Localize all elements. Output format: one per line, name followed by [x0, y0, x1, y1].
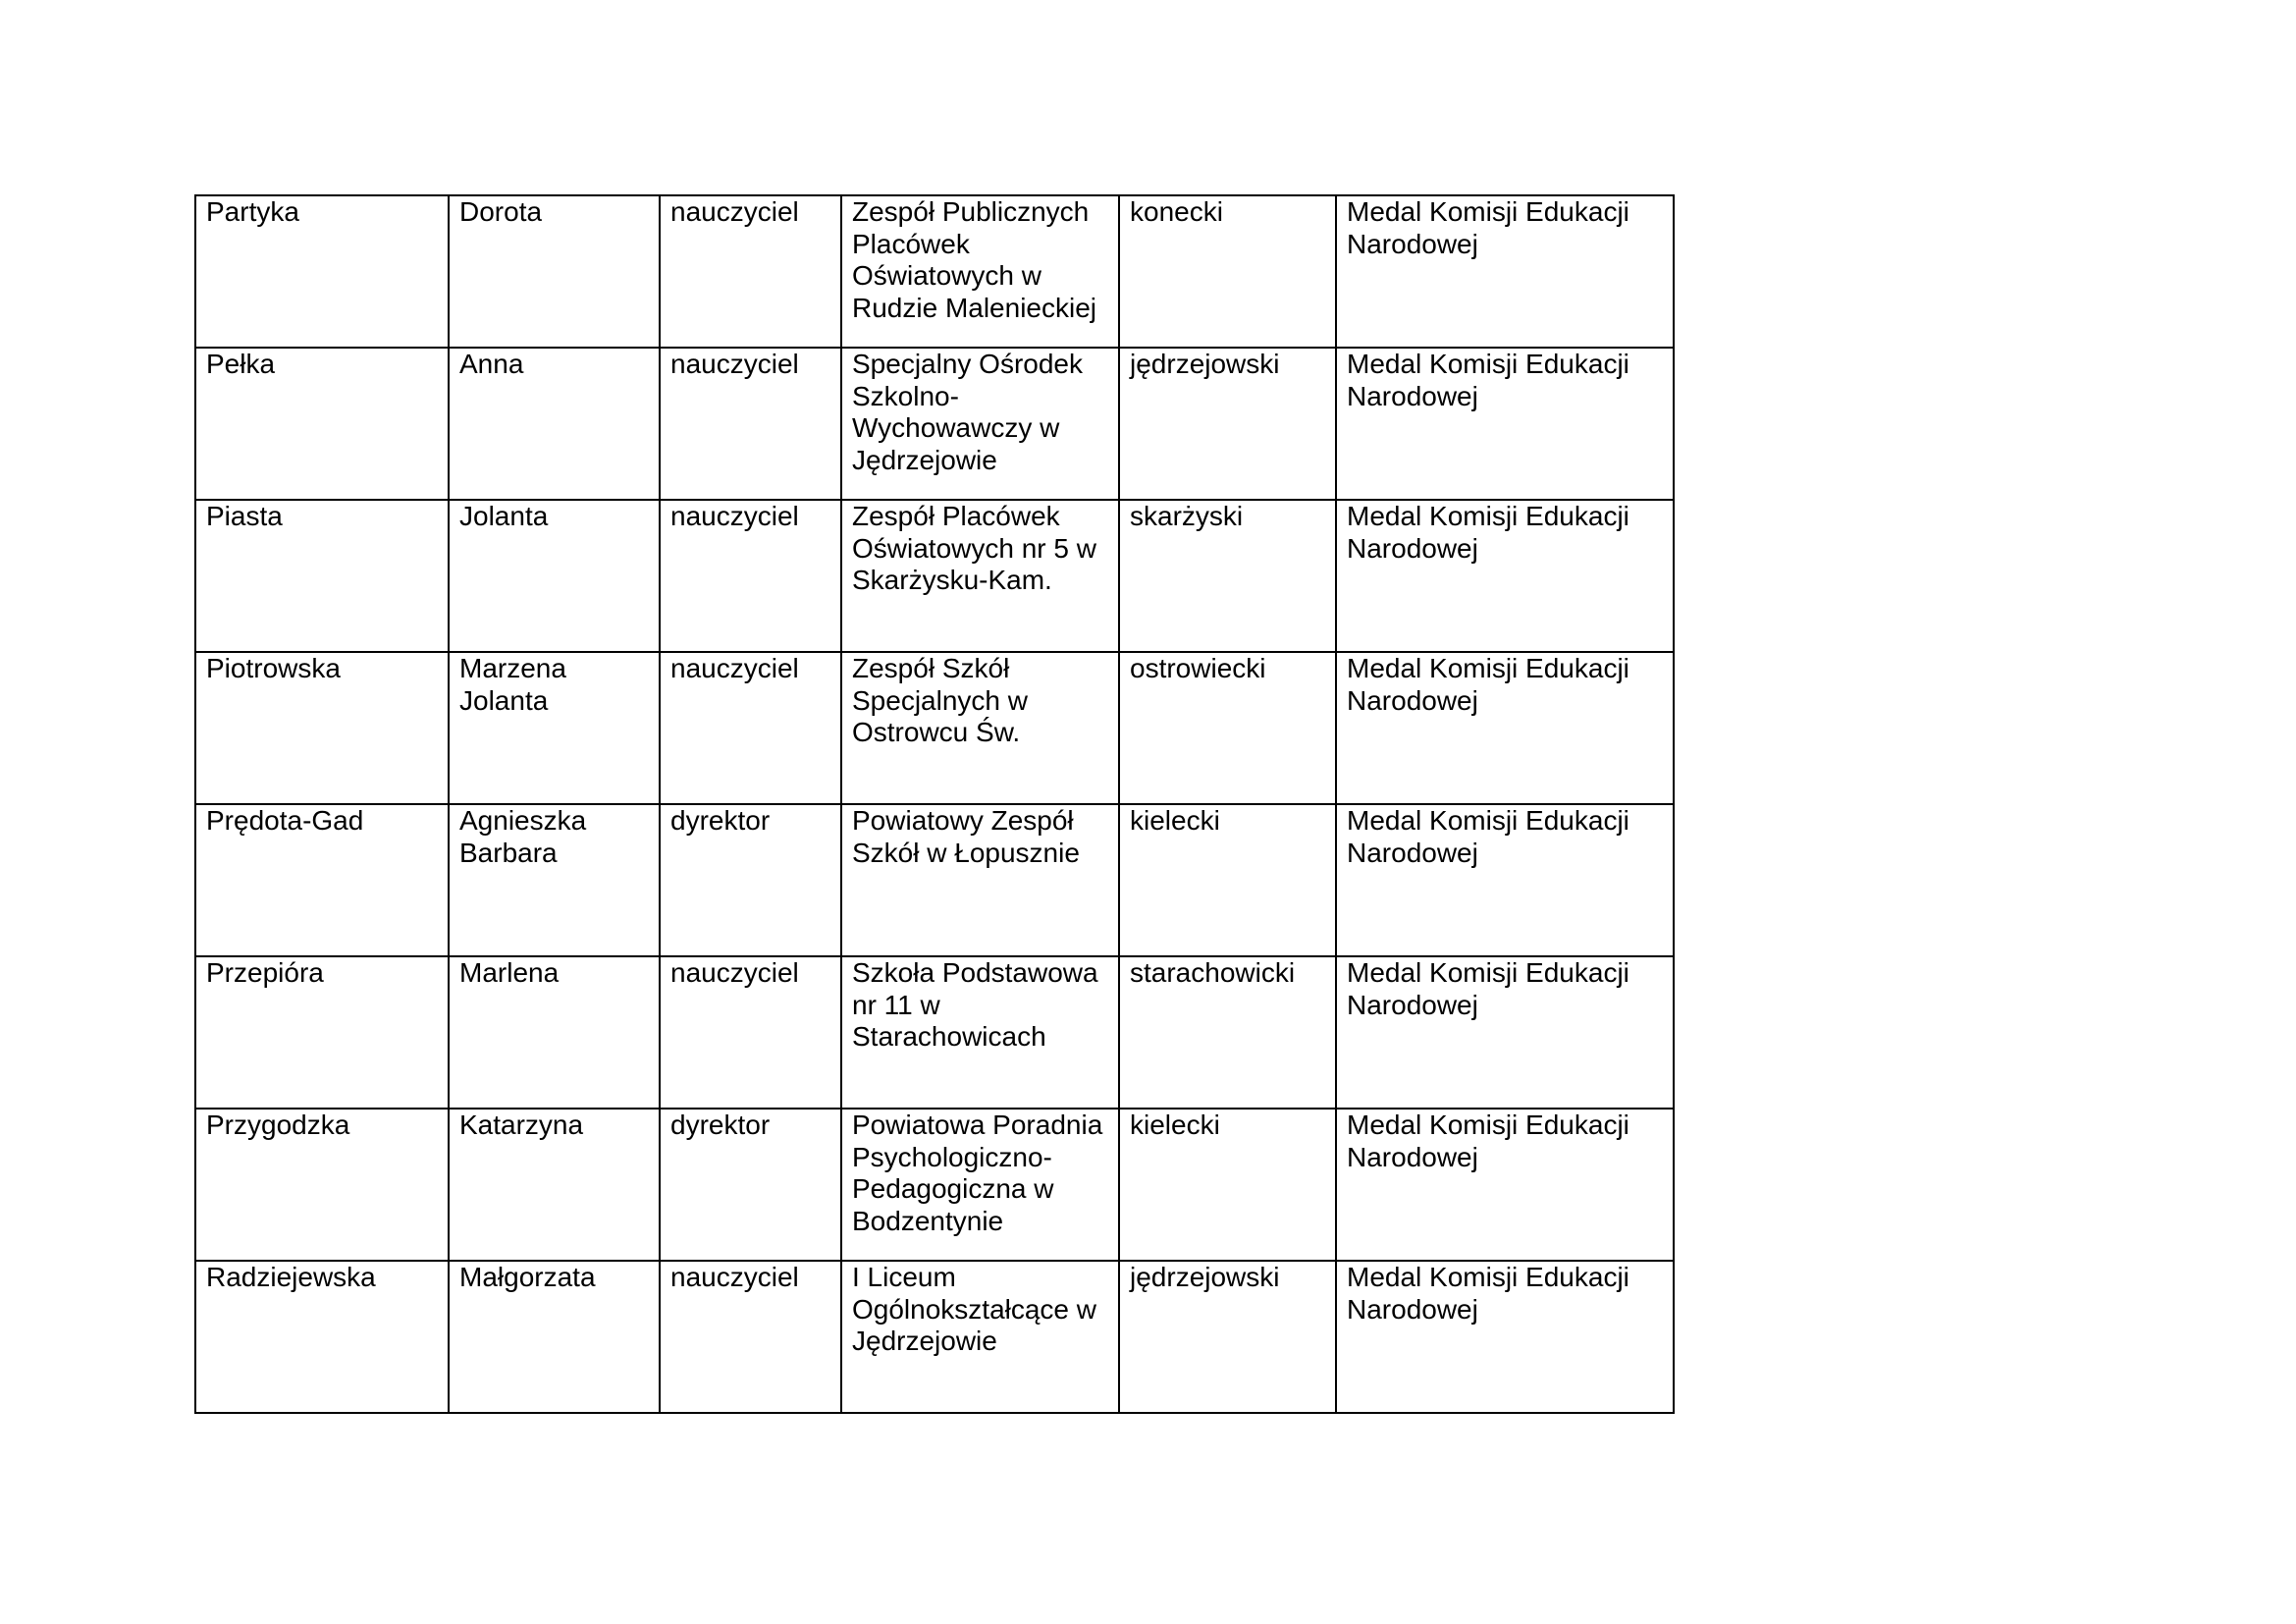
cell-institution-line: nr 11 w — [852, 989, 940, 1020]
cell-surname — [195, 500, 449, 652]
cell-position-text: nauczyciel — [670, 1262, 799, 1292]
cell-institution-line: Ogólnokształcące w — [852, 1293, 1097, 1325]
table-row — [195, 348, 1674, 500]
cell-first-name-text: Marzena Jolanta — [459, 653, 566, 716]
table-row — [195, 956, 1674, 1109]
cell-award-line: Medal Komisji Edukacji — [1347, 1110, 1629, 1140]
cell-institution-line: I Liceum — [852, 1262, 956, 1292]
cell-surname-text: Przepióra — [206, 957, 324, 988]
cell-district — [1119, 956, 1336, 1109]
cell-first-name — [449, 348, 660, 500]
cell-surname-text: Przygodzka — [206, 1110, 350, 1140]
cell-award — [1336, 956, 1674, 1109]
cell-institution-line: Szkoła Podstawowa — [852, 957, 1098, 988]
cell-position-text: nauczyciel — [670, 653, 799, 683]
cell-surname — [195, 348, 449, 500]
cell-surname-text: Partyka — [206, 196, 299, 227]
cell-institution-line: Rudzie Malenieckiej — [852, 292, 1097, 323]
cell-position-text: nauczyciel — [670, 957, 799, 988]
cell-surname-text: Piasta — [206, 501, 283, 531]
awards-table-body — [195, 195, 1674, 1413]
cell-district — [1119, 195, 1336, 348]
cell-district — [1119, 1261, 1336, 1413]
cell-institution-line: Oświatowych w — [852, 260, 1041, 291]
cell-institution — [841, 804, 1119, 956]
cell-surname — [195, 1261, 449, 1413]
cell-institution-line: Oświatowych nr 5 w — [852, 532, 1096, 564]
cell-award-line: Medal Komisji Edukacji — [1347, 805, 1629, 836]
cell-surname-text: Prędota-Gad — [206, 805, 364, 836]
cell-institution-line: Zespół Placówek — [852, 501, 1060, 531]
cell-award-line: Narodowej — [1347, 1141, 1478, 1172]
cell-award-line: Medal Komisji Edukacji — [1347, 957, 1629, 988]
cell-institution — [841, 956, 1119, 1109]
cell-institution-line: Jędrzejowie — [852, 1326, 997, 1356]
awards-table — [194, 194, 1675, 1414]
cell-first-name-text: Jolanta — [459, 501, 549, 531]
cell-position — [660, 1109, 841, 1261]
cell-institution-line: Specjalnych w — [852, 684, 1028, 716]
cell-award — [1336, 804, 1674, 956]
cell-award — [1336, 1109, 1674, 1261]
cell-surname-text: Radziejewska — [206, 1262, 376, 1292]
cell-first-name — [449, 1109, 660, 1261]
cell-award — [1336, 348, 1674, 500]
cell-surname — [195, 652, 449, 804]
cell-institution-line: Skarżysku-Kam. — [852, 565, 1052, 595]
cell-position — [660, 348, 841, 500]
cell-award-line: Medal Komisji Edukacji — [1347, 1262, 1629, 1292]
cell-district-text: konecki — [1130, 196, 1223, 227]
cell-institution — [841, 500, 1119, 652]
cell-award-line: Narodowej — [1347, 684, 1478, 716]
cell-position — [660, 956, 841, 1109]
cell-award-line: Medal Komisji Edukacji — [1347, 501, 1629, 531]
cell-surname-text: Piotrowska — [206, 653, 341, 683]
cell-district-text: ostrowiecki — [1130, 653, 1266, 683]
cell-position-text: nauczyciel — [670, 196, 799, 227]
cell-award-line: Narodowej — [1347, 532, 1478, 564]
cell-institution-line: Starachowicach — [852, 1021, 1046, 1052]
cell-institution-line: Placówek — [852, 228, 970, 259]
cell-award-line: Narodowej — [1347, 1293, 1478, 1325]
cell-position — [660, 500, 841, 652]
cell-institution — [841, 1261, 1119, 1413]
cell-district — [1119, 652, 1336, 804]
cell-first-name-text: Agnieszka Barbara — [459, 805, 587, 868]
cell-award-line: Narodowej — [1347, 989, 1478, 1020]
cell-award-line: Medal Komisji Edukacji — [1347, 653, 1629, 683]
cell-district-text: skarżyski — [1130, 501, 1244, 531]
cell-first-name-text: Marlena — [459, 957, 560, 988]
cell-institution-line: Bodzentynie — [852, 1205, 1004, 1236]
cell-first-name — [449, 500, 660, 652]
cell-surname-text: Pełka — [206, 349, 276, 379]
cell-position — [660, 195, 841, 348]
cell-institution-line: Powiatowa Poradnia — [852, 1110, 1103, 1140]
cell-first-name — [449, 804, 660, 956]
cell-award — [1336, 1261, 1674, 1413]
cell-district — [1119, 804, 1336, 956]
cell-institution-line: Jędrzejowie — [852, 444, 997, 475]
table-row — [195, 652, 1674, 804]
table-row — [195, 195, 1674, 348]
cell-institution-line: Szkolno- — [852, 380, 959, 411]
table-row — [195, 1261, 1674, 1413]
cell-position-text: nauczyciel — [670, 501, 799, 531]
cell-institution-line: Ostrowcu Św. — [852, 717, 1021, 747]
cell-district — [1119, 500, 1336, 652]
table-row — [195, 1109, 1674, 1261]
cell-first-name — [449, 956, 660, 1109]
cell-institution-line: Zespół Szkół — [852, 653, 1010, 683]
cell-institution — [841, 348, 1119, 500]
cell-award-line: Narodowej — [1347, 837, 1478, 868]
table-row — [195, 804, 1674, 956]
cell-award — [1336, 652, 1674, 804]
cell-award-line: Medal Komisji Edukacji — [1347, 349, 1629, 379]
cell-institution-line: Szkół w Łopusznie — [852, 837, 1080, 868]
cell-position — [660, 1261, 841, 1413]
cell-district-text: starachowicki — [1130, 957, 1296, 988]
cell-district-text: kielecki — [1130, 1110, 1220, 1140]
cell-first-name-text: Anna — [459, 349, 524, 379]
cell-institution-line: Powiatowy Zespół — [852, 805, 1074, 836]
cell-first-name-text: Dorota — [459, 196, 543, 227]
cell-position-text: nauczyciel — [670, 349, 799, 379]
cell-award — [1336, 500, 1674, 652]
cell-award-line: Narodowej — [1347, 228, 1478, 259]
cell-first-name-text: Katarzyna — [459, 1110, 584, 1140]
cell-surname — [195, 1109, 449, 1261]
cell-institution — [841, 195, 1119, 348]
cell-district — [1119, 1109, 1336, 1261]
cell-award-line: Medal Komisji Edukacji — [1347, 196, 1629, 227]
cell-district-text: kielecki — [1130, 805, 1220, 836]
cell-first-name-text: Małgorzata — [459, 1262, 596, 1292]
cell-position-text: dyrektor — [670, 1110, 771, 1140]
cell-district-text: jędrzejowski — [1130, 1262, 1280, 1292]
cell-surname — [195, 956, 449, 1109]
cell-first-name — [449, 195, 660, 348]
cell-institution — [841, 652, 1119, 804]
cell-surname — [195, 195, 449, 348]
cell-institution — [841, 1109, 1119, 1261]
table-row — [195, 500, 1674, 652]
cell-institution-line: Pedagogiczna w — [852, 1173, 1054, 1204]
cell-award-line: Narodowej — [1347, 380, 1478, 411]
cell-position-text: dyrektor — [670, 805, 771, 836]
cell-award — [1336, 195, 1674, 348]
cell-surname — [195, 804, 449, 956]
cell-institution-line: Zespół Publicznych — [852, 196, 1090, 227]
cell-position — [660, 652, 841, 804]
cell-position — [660, 804, 841, 956]
cell-institution-line: Psychologiczno- — [852, 1141, 1052, 1172]
cell-first-name — [449, 1261, 660, 1413]
cell-institution-line: Specjalny Ośrodek — [852, 349, 1084, 379]
cell-district-text: jędrzejowski — [1130, 349, 1280, 379]
cell-first-name — [449, 652, 660, 804]
cell-district — [1119, 348, 1336, 500]
cell-institution-line: Wychowawczy w — [852, 412, 1060, 443]
